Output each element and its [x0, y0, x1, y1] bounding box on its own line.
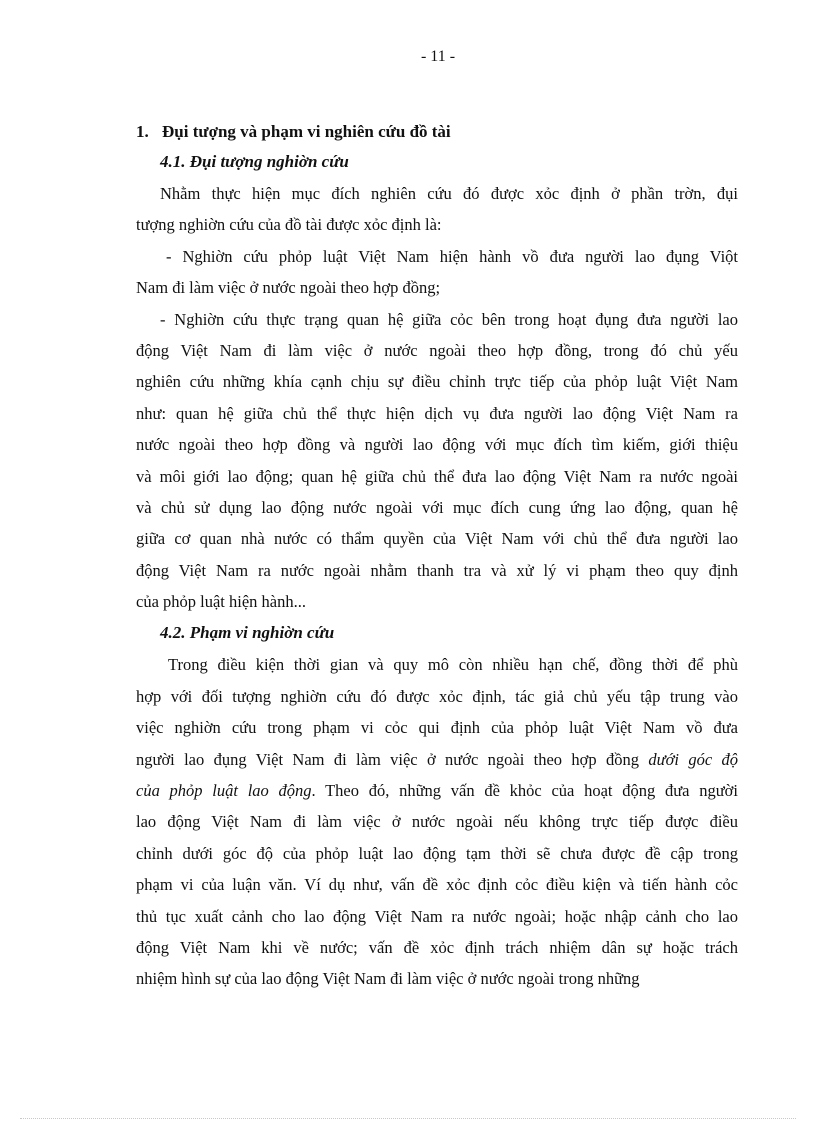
text-line: và môi giới lao động; quan hệ giữa chủ thể đưa lao động Việt Nam ra nước ngoài — [136, 466, 738, 486]
paragraph-object-item-2 — [136, 304, 738, 618]
text-line: việc nghiờn cứu trong phạm vi cỏc qui định của phỏp luật Việt Nam vồ đưa — [136, 718, 738, 738]
text-line: động Việt Nam khi về nước; vấn đề xỏc định trách nhiệm dân sự hoặc trách — [136, 937, 738, 957]
text-run: . Theo đó, những vấn đề khỏc của hoạt động đưa người — [311, 781, 738, 801]
section-number: 1. — [136, 122, 149, 141]
text-line: phạm vi của luận văn. Ví dụ như, vấn đề xỏc định cỏc điều kiện và tiến hành cỏc — [136, 875, 738, 895]
paragraph-scope — [136, 649, 738, 994]
text-line: chỉnh dưới góc độ của phỏp luật lao động tạm thời sẽ chưa được đề cập trong — [136, 843, 738, 863]
text-line: lao động Việt Nam đi làm việc ở nước ngoài nếu không trực tiếp được điều — [136, 812, 738, 832]
italic-run: dưới góc độ — [648, 749, 738, 769]
text-line: nghiên cứu những khía cạnh chịu sự điều chỉnh trực tiếp của phỏp luật Việt Nam — [136, 372, 738, 392]
text-line: Nam đi làm việc ở nước ngoài theo hợp đồng; — [136, 278, 441, 298]
text-line: Trong điều kiện thời gian và quy mô còn nhiều hạn chế, đồng thời để phù — [168, 655, 738, 675]
text-line — [136, 744, 738, 775]
subsection-heading-4-1: 4.1. Đụi tượng nghiờn cứu — [160, 152, 349, 171]
text-line: tượng nghiờn cứu của đồ tài được xỏc định là: — [136, 215, 442, 235]
text-line: thủ tục xuất cảnh cho lao động Việt Nam ra nước ngoài; hoặc nhập cảnh cho lao — [136, 906, 738, 926]
page-number: - 11 - — [420, 48, 456, 65]
paragraph-object-item-1 — [136, 241, 738, 304]
text-line: động Việt Nam ra nước ngoài nhằm thanh tra và xử lý vi phạm theo quy định — [136, 560, 738, 580]
document-body — [136, 118, 738, 995]
text-line: động Việt Nam đi làm việc ở nước ngoài theo hợp đồng, trong đó chủ yếu — [136, 340, 738, 360]
paragraph-object-intro — [136, 178, 738, 241]
text-line: hợp với đối tượng nghiờn cứu đó được xỏc định, tác giả chủ yếu tập trung vào — [136, 686, 738, 706]
text-run: người lao đụng Việt Nam đi làm việc ở nước ngoài theo hợp đồng — [136, 749, 649, 769]
subsection-heading-4-2: 4.2. Phạm vi nghiờn cứu — [160, 623, 335, 643]
text-line: như: quan hệ giữa chủ thể thực hiện dịch vụ đưa người lao động Việt Nam ra — [136, 403, 738, 423]
section-title: Đụi tượng và phạm vi nghiên cứu đồ tài — [162, 122, 451, 141]
page-bottom-rule — [20, 1118, 796, 1119]
text-line: của phỏp luật hiện hành... — [136, 592, 306, 612]
text-line: Nhằm thực hiện mục đích nghiên cứu đó được xỏc định ở phần trờn, đụi — [160, 184, 738, 203]
section-heading — [136, 118, 738, 146]
text-line: - Nghiờn cứu thực trạng quan hệ giữa cỏc bên trong hoạt đụng đưa người lao — [160, 309, 738, 329]
text-line: giữa cơ quan nhà nước có thẩm quyền của Việt Nam với chủ thể đưa người lao — [136, 529, 738, 549]
text-line: - Nghiờn cứu phỏp luật Việt Nam hiện hành vồ đưa người lao đụng Viột — [166, 246, 738, 266]
italic-run: của phỏp luật lao động — [136, 781, 312, 801]
text-line — [136, 775, 738, 806]
text-line: nước ngoài theo hợp đồng và người lao động với mục đích tìm kiếm, giới thiệu — [136, 435, 738, 455]
text-line: nhiệm hình sự của lao động Việt Nam đi làm việc ở nước ngoài trong những — [136, 969, 640, 989]
text-line: và chủ sử dụng lao động nước ngoài với mục đích cung ứng lao động, quan hệ — [136, 497, 738, 517]
